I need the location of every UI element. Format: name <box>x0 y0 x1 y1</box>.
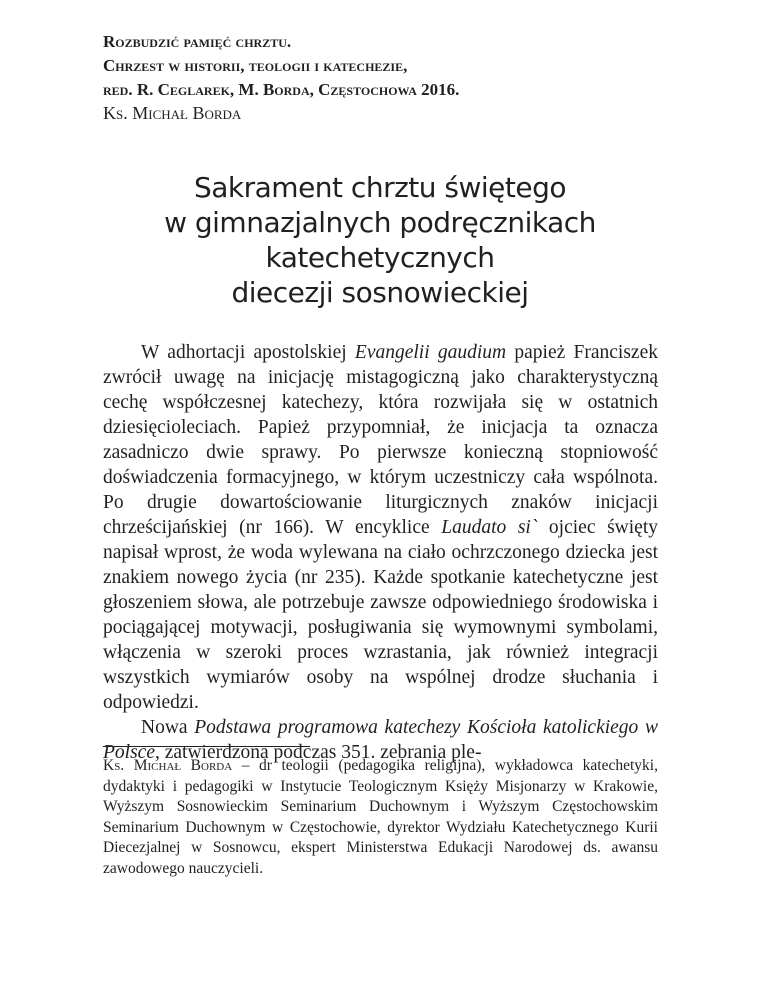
footnote-author: Ks. Michał Borda <box>103 757 233 774</box>
title-line-3: katechetycznych <box>265 241 495 274</box>
italic-title-podstawa: Podstawa programowa katechezy Kościoła katolickiego w Polsce <box>103 717 658 763</box>
footnote-text: – dr teologii (pedagogika religijna), wykładowca katechetyki, dydaktyki i pedagogiki w Instytucie Teologicznym Księży Misjonarzy w Krakowie, Wyższym Sosnowieckim Seminarium Duchownym i Wyższym Częstochowskim Seminarium Duchownym w Częstochowie, dyrektor Wydziału Katechetycznego Kurii Diecezjalnej w Sosnowcu, ekspert Ministerstwa Edukacji Narodowej ds. awansu zawodowego nauczycieli. <box>103 757 658 877</box>
footnote-divider <box>103 746 310 747</box>
title-line-2: w gimnazjalnych podręcznikach <box>164 206 596 239</box>
title-line-1: Sakrament chrztu świętego <box>193 171 567 204</box>
article-title <box>60 170 700 310</box>
book-subtitle-line: Chrzest w historii, teologii i katechezie, <box>103 56 408 75</box>
article-body <box>103 340 658 765</box>
italic-title-evangelii: Evangelii gaudium <box>354 342 507 363</box>
book-title-line: Rozbudzić pamięć chrztu. <box>103 32 292 51</box>
article-author: Ks. Michał Borda <box>103 103 242 123</box>
editors-line: red. R. Ceglarek, M. Borda, Częstochowa 2016. <box>103 80 460 99</box>
bibliographic-header <box>103 30 703 124</box>
footnote <box>103 756 658 879</box>
paragraph-2: Nowa Podstawa programowa katechezy Kościoła katolickiego w Polsce, zatwierdzona podczas 351. zebrania ple- <box>103 717 658 763</box>
paragraph-1: W adhortacji apostolskiej Evangelii gaudium papież Franciszek zwrócił uwagę na inicjację mistagogiczną jako charakterystyczną cechę współczesnej katechezy, która rozwijała się w ostatnich dziesięcioleciach. Papież przypomniał, że inicjacja ta oznacza zasadniczo dwie sprawy. Po pierwsze konieczną stopniowość doświadczenia formacyjnego, w którym uczestniczy cała wspólnota. Po drugie dowartościowanie liturgicznych znaków inicjacji chrześcijańskiej (nr 166). W encyklice Laudato si` ojciec święty napisał wprost, że woda wylewana na ciało ochrzczonego dziecka jest znakiem nowego życia (nr 235). Każde spotkanie katechetyczne jest głoszeniem słowa, ale potrzebuje zawsze odpowiedniego środowiska i pociągającej motywacji, posługiwania się wymownymi symbolami, włączenia w szeroki proces wzrastania, jak również integracji wszystkich wymiarów osoby na wspólnej drodze słuchania i odpowiedzi. <box>103 342 658 713</box>
italic-title-laudato: Laudato si` <box>441 517 538 538</box>
title-line-4: diecezji sosnowieckiej <box>231 276 529 309</box>
